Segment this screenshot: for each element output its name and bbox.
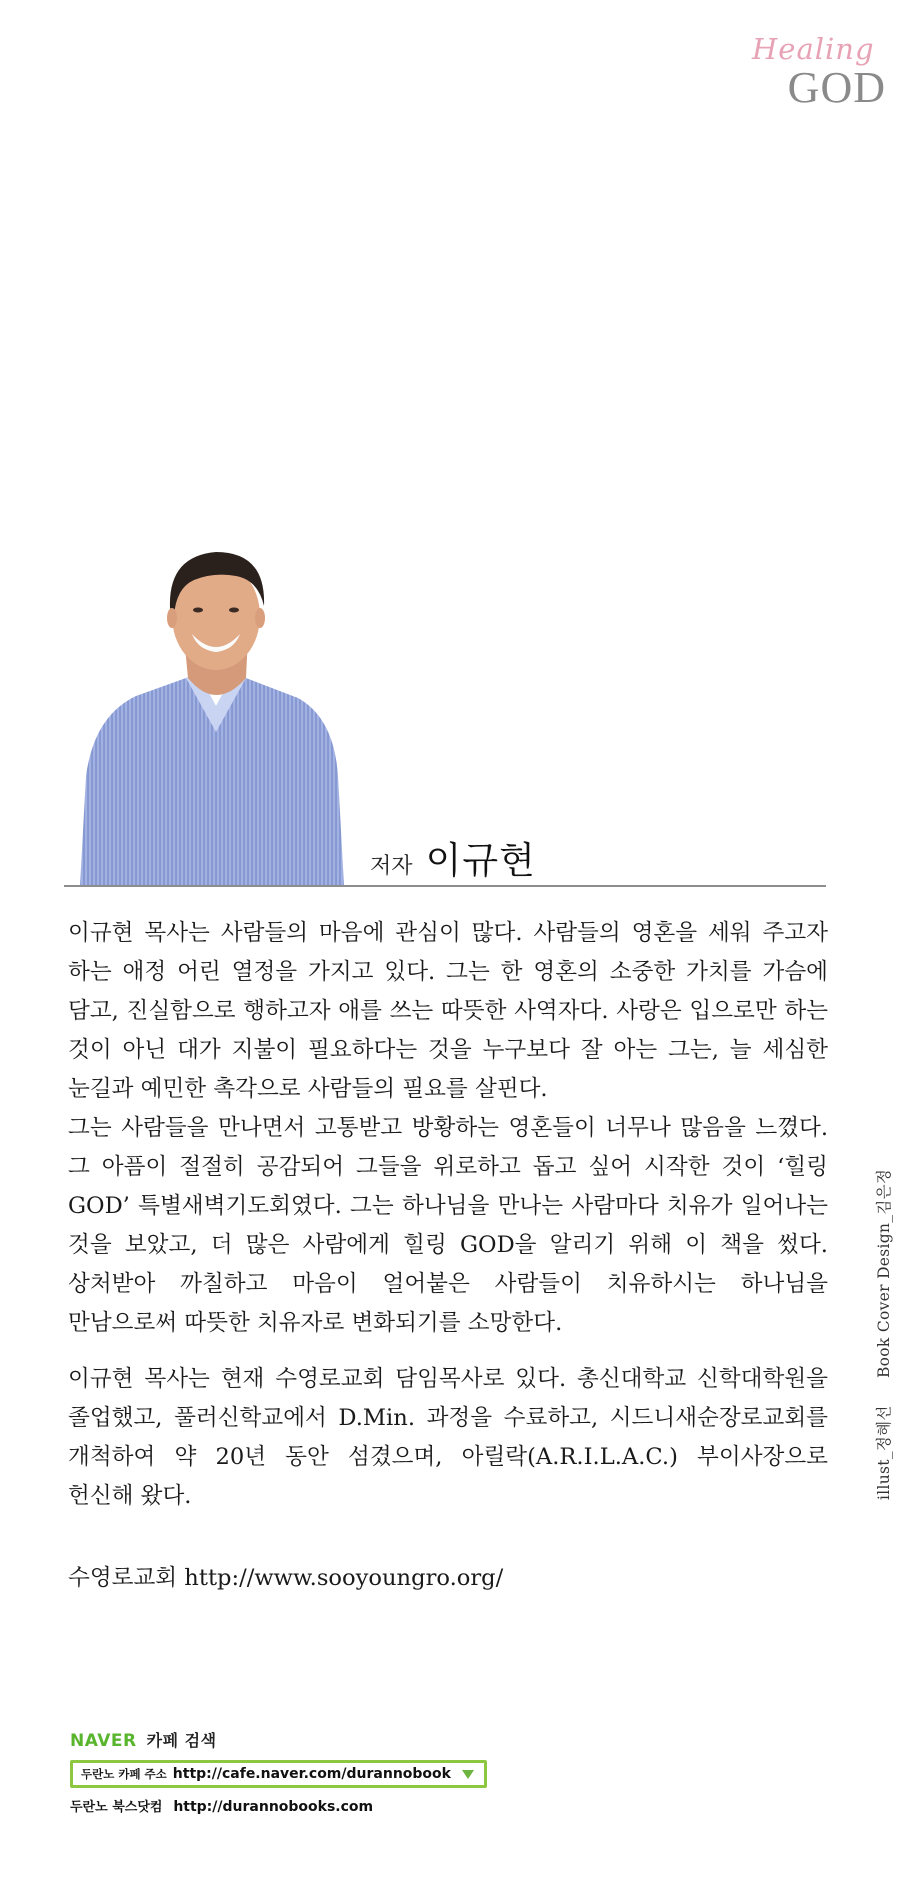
cafe-address-prefix: 두란노 카페 주소 (81, 1767, 167, 1781)
naver-cafe-block (70, 1728, 487, 1815)
author-name: 이규현 (425, 839, 536, 882)
design-credits (872, 1147, 894, 1500)
logo-main-text: GOD (787, 63, 886, 112)
author-credit (370, 830, 536, 884)
divider (64, 885, 826, 887)
books-url[interactable]: http://durannobooks.com (173, 1799, 374, 1815)
author-bio (68, 914, 828, 1598)
church-website[interactable]: 수영로교회 http://www.sooyoungro.org/ (68, 1565, 504, 1591)
bio-paragraph-2: 그는 사람들을 만나면서 고통받고 방황하는 영혼들이 너무나 많음을 느꼈다. 그 아픔이 절절히 공감되어 그들을 위로하고 돕고 싶어 시작한 것이 ‘힐링 GOD’ 특별새벽기도회였다. 그는 하나님을 만나는 사람마다 치유가 일어나는 것을 보았고, 더 많은 사람에게 힐링 GOD을 알리기 위해 이 책을 썼다. 상처받아 까칠하고 마음이 얼어붙은 사람들이 치유하시는 하나님을 만남으로써 따뜻한 치유자로 변화되기를 소망한다. (68, 1115, 828, 1336)
cafe-url[interactable]: http://cafe.naver.com/durannobook (172, 1766, 451, 1782)
healing-god-logo (740, 32, 890, 112)
logo-script-text: Healing (752, 32, 875, 66)
author-role-label: 저자 (370, 854, 413, 879)
books-prefix: 두란노 북스닷컴 (70, 1800, 163, 1815)
dropdown-arrow-icon (462, 1770, 474, 1779)
author-photo (76, 536, 356, 886)
naver-search-heading (70, 1728, 487, 1751)
naver-logo: NAVER (70, 1731, 137, 1751)
illust-credit: illust_정혜선 (875, 1405, 893, 1500)
books-link-row (70, 1796, 487, 1815)
cover-design-credit: Book Cover Design_김은정 (875, 1168, 893, 1379)
cafe-search-label: 카페 검색 (146, 1731, 217, 1750)
bio-paragraph-1: 이규현 목사는 사람들의 마음에 관심이 많다. 사람들의 영혼을 세워 주고자 하는 애정 어린 열정을 가지고 있다. 그는 한 영혼의 소중한 가치를 가슴에 담고, 진실함으로 행하고자 애를 쓰는 따뜻한 사역자다. 사랑은 입으로만 하는 것이 아닌 대가 지불이 필요하다는 것을 누구보다 잘 아는 그는, 늘 세심한 눈길과 예민한 촉각으로 사람들의 필요를 살핀다. (68, 920, 828, 1102)
bio-paragraph-3: 이규현 목사는 현재 수영로교회 담임목사로 있다. 총신대학교 신학대학원을 졸업했고, 풀러신학교에서 D.Min. 과정을 수료하고, 시드니새순장로교회를 개척하여 약 20년 동안 섬겼으며, 아릴락(A.R.I.L.A.C.) 부이사장으로 헌신해 왔다. (68, 1366, 828, 1509)
cafe-address-box[interactable] (70, 1760, 487, 1788)
